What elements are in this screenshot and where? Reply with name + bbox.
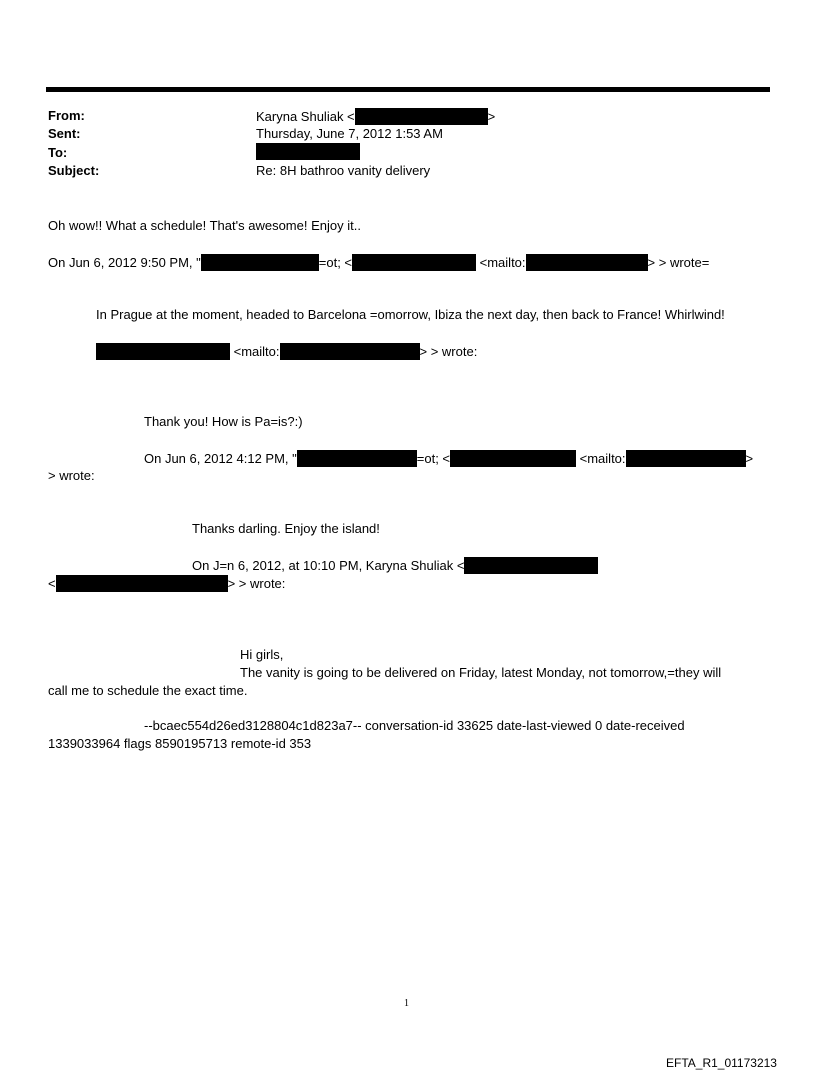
metadata-line1: --bcaec554d26ed3128804c1d823a7-- conversation-id 33625 date-last-viewed 0 date-received [144,718,685,733]
to-label: To: [48,145,68,160]
to-value [256,143,360,160]
reply-text: Oh wow!! What a schedule! That's awesome! Enjoy it.. [48,218,361,233]
quote3-header-part: On J=n 6, 2012, at 10:10 PM, Karyna Shuliak < [192,558,465,573]
subject-value: Re: 8H bathroo vanity delivery [256,163,431,178]
quote4-line1: The vanity is going to be delivered on Friday, latest Monday, not tomorrow,=they will [240,665,722,680]
quote2-header-part: <mailto: [579,451,626,466]
quote1-line2-part: <mailto: [233,344,280,359]
quote1-line2-part: > > wrote: [419,344,478,359]
quote2-header-part: On Jun 6, 2012 4:12 PM, " [144,451,297,466]
quote3-text: Thanks darling. Enjoy the island! [192,521,380,536]
sent-value: Thursday, June 7, 2012 1:53 AM [256,126,443,141]
quote2-text: Thank you! How is Pa=is?:) [144,414,303,429]
quote1-header-part: <mailto: [479,255,526,270]
redaction-block [201,254,319,271]
quote3-wrap [48,575,285,592]
quote1-line2 [96,343,477,360]
from-value [256,108,495,125]
quote3-header [192,557,598,574]
redaction-block [56,575,228,592]
metadata-line2: 1339033964 flags 8590195713 remote-id 353 [48,736,312,751]
quote2-header-part: =ot; < [416,451,451,466]
quote3-wrap-part: > > wrote: [227,576,286,591]
redaction-block [464,557,598,574]
subject-label: Subject: [48,163,100,178]
redaction-block [256,143,360,160]
bates-number: EFTA_R1_01173213 [666,1056,777,1070]
quote4-greeting: Hi girls, [240,647,284,662]
quote2-wrap: > wrote: [48,468,95,483]
from-label: From: [48,108,85,123]
quote1-text: In Prague at the moment, headed to Barcelona =omorrow, Ibiza the next day, then back to France! Whirlwind! [96,307,725,322]
from-name: Karyna Shuliak < [256,109,355,124]
quote1-header [48,254,709,271]
quote1-header-part: On Jun 6, 2012 9:50 PM, " [48,255,201,270]
page-number: 1 [404,998,409,1009]
redaction-block [526,254,648,271]
redaction-block [280,343,420,360]
redaction-block [355,108,488,125]
header-rule [46,87,770,92]
from-close: > [487,109,496,124]
redaction-block [626,450,746,467]
quote3-wrap-part: < [48,576,56,591]
quote1-header-part: > > wrote= [647,255,710,270]
redaction-block [352,254,476,271]
quote2-header [144,450,753,467]
sent-label: Sent: [48,126,81,141]
redaction-block [297,450,417,467]
quote4-line2: call me to schedule the exact time. [48,683,248,698]
redaction-block [450,450,576,467]
quote1-header-part: =ot; < [318,255,353,270]
redaction-block [96,343,230,360]
quote2-header-part: > [745,451,754,466]
